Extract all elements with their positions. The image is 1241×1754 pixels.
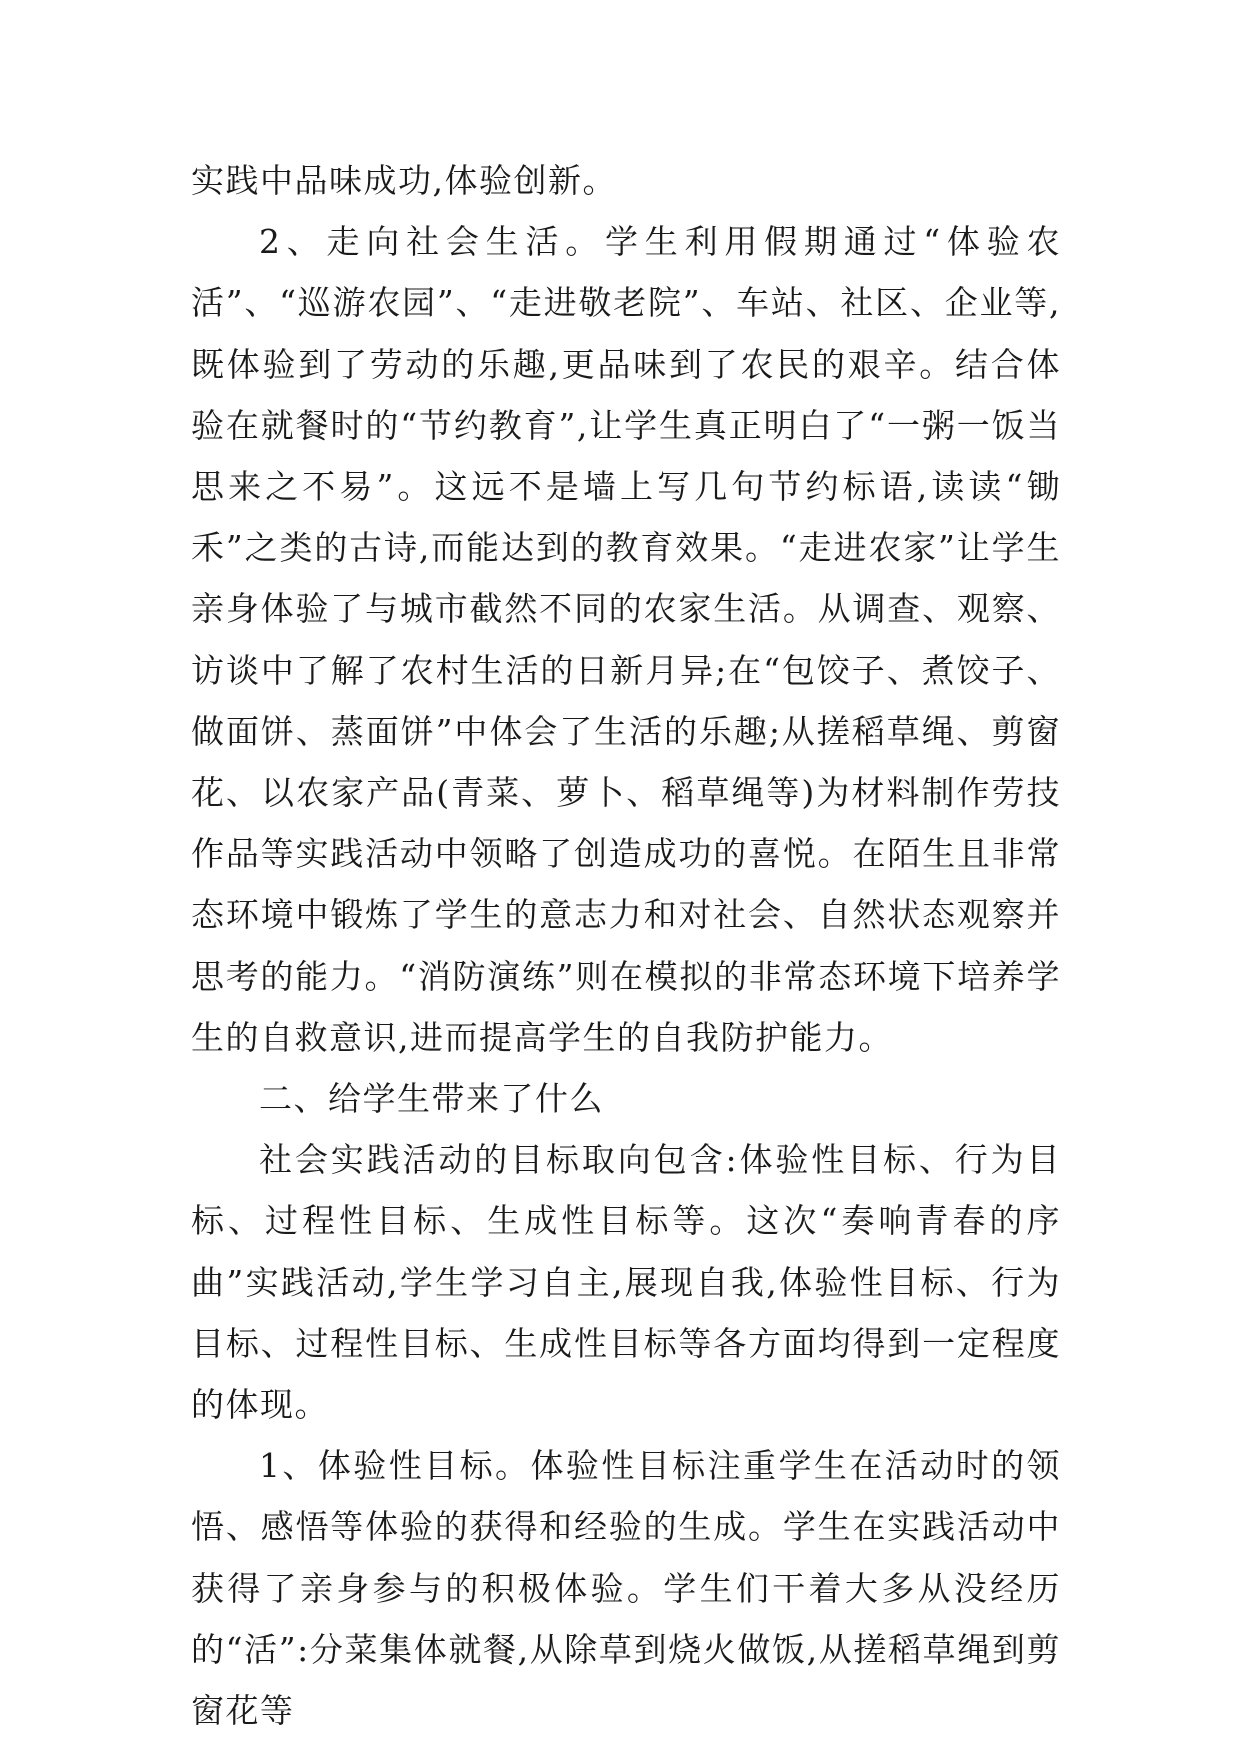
paragraph-social-life: 2、走向社会生活。学生利用假期通过“体验农活”、“巡游农园”、“走进敬老院”、车站、社区、企业等, 既体验到了劳动的乐趣,更品味到了农民的艰辛。结合体验在就餐时的“节约教育”,让学生真正明白了“一粥一饭当思来之不易”。这远不是墙上写几句节约标语,读读“锄禾”之类的古诗,而能达到的教育效果。“走进农家”让学生亲身体验了与城市截然不同的农家生活。从调查、观察、访谈中了解了农村生活的日新月异;在“包饺子、煮饺子、做面饼、蒸面饼”中体会了生活的乐趣;从搓稻草绳、剪窗花、以农家产品(青菜、萝卜、稻草绳等)为材料制作劳技作品等实践活动中领略了创造成功的喜悦。在陌生且非常态环境中锻炼了学生的意志力和对社会、自然状态观察并思考的能力。“消防演练”则在模拟的非常态环境下培养学生的自救意识,进而提高学生的自我防护能力。 — [191, 222, 1061, 1057]
paragraph-continuation: 实践中品味成功,体验创新。 — [191, 161, 617, 200]
paragraph-experiential-goal: 1、体验性目标。体验性目标注重学生在活动时的领悟、感悟等体验的获得和经验的生成。学生在实践活动中获得了亲身参与的积极体验。学生们干着大多从没经历的“活”:分菜集体就餐,从除草到烧火做饭,从搓稻草绳到剪窗花等 — [191, 1446, 1061, 1731]
section-heading: 二、给学生带来了什么 — [259, 1079, 604, 1119]
document-body — [191, 150, 1061, 1741]
paragraph-goals: 社会实践活动的目标取向包含:体验性目标、行为目标、过程性目标、生成性目标等。这次“奏响青春的序曲”实践活动,学生学习自主,展现自我,体验性目标、行为目标、过程性目标、生成性目标等各方面均得到一定程度的体现。 — [191, 1140, 1061, 1425]
